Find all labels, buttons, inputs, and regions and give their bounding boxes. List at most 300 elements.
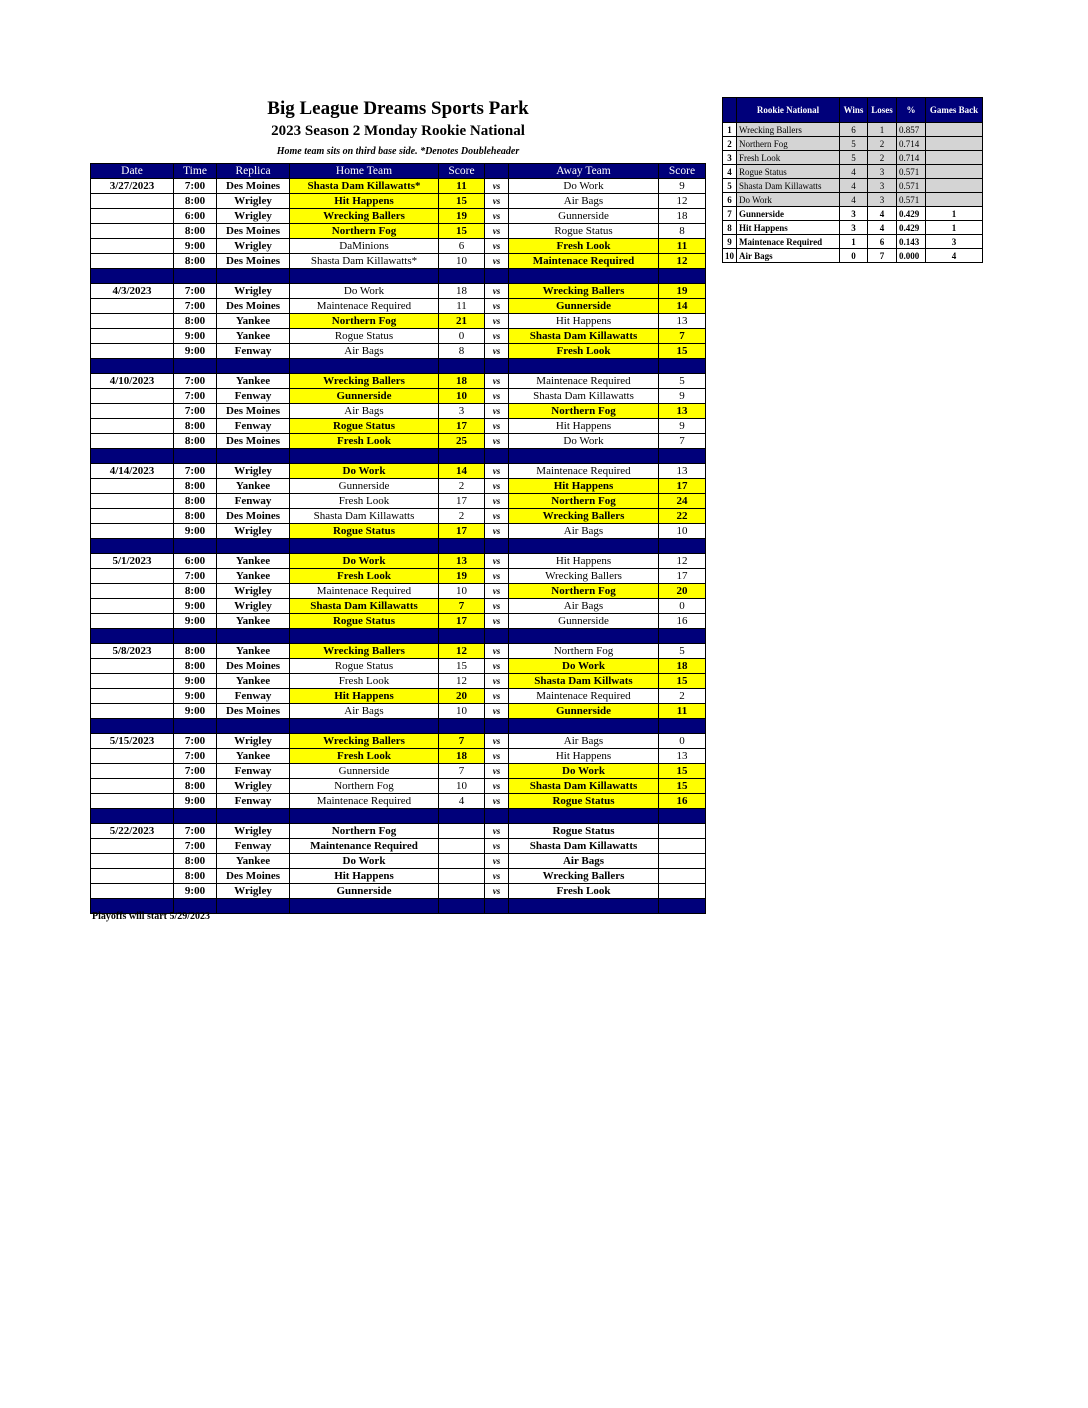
away-team: Maintenace Required [509,464,659,479]
game-replica: Fenway [217,839,290,854]
game-row [91,674,706,689]
game-row [91,659,706,674]
away-team: Hit Happens [509,419,659,434]
game-date [91,194,174,209]
away-score [659,884,706,899]
game-replica: Fenway [217,689,290,704]
game-replica: Fenway [217,344,290,359]
game-row [91,224,706,239]
game-replica: Des Moines [217,254,290,269]
game-replica: Yankee [217,314,290,329]
game-row [91,584,706,599]
vs-label: vs [485,299,509,314]
home-team: Fresh Look [290,674,439,689]
standing-team: Rogue Status [737,165,840,179]
standings-col-rank [723,98,737,123]
standing-games-back: 1 [926,207,983,221]
home-team: Northern Fog [290,224,439,239]
away-team: Rogue Status [509,794,659,809]
home-score: 3 [439,404,485,419]
vs-label: vs [485,569,509,584]
separator-cell [174,629,217,644]
game-row [91,794,706,809]
standings-row [723,137,983,151]
game-row [91,284,706,299]
home-team: Do Work [290,464,439,479]
standing-rank: 6 [723,193,737,207]
vs-label: vs [485,254,509,269]
home-score: 18 [439,374,485,389]
separator-cell [659,449,706,464]
away-team: Shasta Dam Killawatts [509,389,659,404]
game-row [91,464,706,479]
separator-cell [509,809,659,824]
home-score: 0 [439,329,485,344]
vs-label: vs [485,674,509,689]
home-team: Shasta Dam Killawatts [290,599,439,614]
away-score: 9 [659,419,706,434]
home-score [439,884,485,899]
away-score: 16 [659,614,706,629]
separator-cell [91,539,174,554]
game-row [91,494,706,509]
game-replica: Wrigley [217,239,290,254]
away-team: Do Work [509,434,659,449]
away-team: Shasta Dam Killawatts [509,329,659,344]
game-time: 9:00 [174,689,217,704]
separator-cell [509,359,659,374]
standings-row [723,123,983,137]
game-date [91,599,174,614]
game-time: 8:00 [174,659,217,674]
game-time: 8:00 [174,419,217,434]
standing-pct: 0.571 [897,165,926,179]
vs-label: vs [485,329,509,344]
home-score: 18 [439,749,485,764]
vs-label: vs [485,509,509,524]
away-team: Fresh Look [509,344,659,359]
separator-cell [290,449,439,464]
game-replica: Yankee [217,644,290,659]
standing-pct: 0.429 [897,207,926,221]
game-date [91,869,174,884]
game-replica: Yankee [217,554,290,569]
standings-col-loses: Loses [868,98,897,123]
game-row [91,869,706,884]
standings-header-row [723,98,983,123]
home-score: 7 [439,734,485,749]
away-score: 9 [659,389,706,404]
schedule-table [90,163,706,914]
separator-cell [439,899,485,914]
game-date [91,659,174,674]
away-team: Hit Happens [509,479,659,494]
vs-label: vs [485,209,509,224]
home-score: 20 [439,689,485,704]
home-team: Hit Happens [290,689,439,704]
vs-label: vs [485,659,509,674]
game-row [91,389,706,404]
game-date [91,209,174,224]
game-replica: Wrigley [217,464,290,479]
game-date [91,344,174,359]
game-date [91,299,174,314]
away-team: Rogue Status [509,224,659,239]
game-time: 8:00 [174,494,217,509]
separator-cell [290,269,439,284]
home-score: 2 [439,509,485,524]
away-score: 2 [659,689,706,704]
standing-loses: 3 [868,193,897,207]
separator-cell [439,359,485,374]
vs-label: vs [485,884,509,899]
away-score: 13 [659,749,706,764]
separator-cell [439,269,485,284]
game-date [91,614,174,629]
home-team: Rogue Status [290,614,439,629]
away-team: Northern Fog [509,494,659,509]
away-team: Shasta Dam Killawatts [509,779,659,794]
home-score [439,839,485,854]
away-score: 8 [659,224,706,239]
week-separator [91,269,706,284]
separator-cell [174,359,217,374]
away-score: 13 [659,404,706,419]
game-time: 8:00 [174,194,217,209]
home-team: Rogue Status [290,419,439,434]
game-replica: Wrigley [217,584,290,599]
home-score: 12 [439,644,485,659]
game-time: 9:00 [174,614,217,629]
standing-team: Air Bags [737,249,840,263]
game-date [91,884,174,899]
standings-row [723,193,983,207]
away-team: Rogue Status [509,824,659,839]
home-score: 15 [439,194,485,209]
separator-cell [485,449,509,464]
home-team: Maintenace Required [290,584,439,599]
home-score: 17 [439,524,485,539]
home-score: 21 [439,314,485,329]
vs-label: vs [485,464,509,479]
game-time: 9:00 [174,239,217,254]
home-team: Air Bags [290,344,439,359]
standings-row [723,249,983,263]
game-date [91,434,174,449]
away-team: Northern Fog [509,404,659,419]
away-team: Air Bags [509,599,659,614]
away-score: 24 [659,494,706,509]
home-score: 17 [439,419,485,434]
away-score [659,869,706,884]
game-replica: Yankee [217,854,290,869]
away-team: Gunnerside [509,614,659,629]
vs-label: vs [485,374,509,389]
game-time: 9:00 [174,674,217,689]
away-score: 9 [659,179,706,194]
away-team: Hit Happens [509,314,659,329]
game-date [91,749,174,764]
game-time: 9:00 [174,794,217,809]
game-replica: Fenway [217,419,290,434]
away-score: 0 [659,734,706,749]
away-team: Do Work [509,764,659,779]
separator-cell [91,359,174,374]
standing-rank: 7 [723,207,737,221]
standing-wins: 5 [840,137,868,151]
standing-loses: 2 [868,137,897,151]
standing-pct: 0.571 [897,193,926,207]
standings-col-team: Rookie National [737,98,840,123]
week-separator [91,809,706,824]
game-replica: Des Moines [217,659,290,674]
home-team: Air Bags [290,404,439,419]
separator-cell [509,899,659,914]
standing-team: Northern Fog [737,137,840,151]
standings-table [722,97,983,263]
game-date [91,389,174,404]
week-separator [91,449,706,464]
home-team: Gunnerside [290,884,439,899]
home-team: Fresh Look [290,569,439,584]
home-score: 12 [439,674,485,689]
page-subtitle: 2023 Season 2 Monday Rookie National [271,123,525,139]
standing-rank: 2 [723,137,737,151]
separator-cell [509,449,659,464]
game-date [91,479,174,494]
vs-label: vs [485,494,509,509]
separator-cell [217,269,290,284]
standing-rank: 1 [723,123,737,137]
game-time: 7:00 [174,374,217,389]
game-date: 5/15/2023 [91,734,174,749]
separator-cell [659,899,706,914]
separator-cell [485,539,509,554]
home-team: Gunnerside [290,764,439,779]
game-time: 7:00 [174,389,217,404]
home-team: Hit Happens [290,869,439,884]
vs-label: vs [485,599,509,614]
separator-cell [91,449,174,464]
away-team: Air Bags [509,194,659,209]
home-score: 15 [439,659,485,674]
separator-cell [485,899,509,914]
separator-cell [91,809,174,824]
game-time: 8:00 [174,869,217,884]
home-score [439,824,485,839]
standing-games-back [926,137,983,151]
separator-cell [217,719,290,734]
vs-label: vs [485,869,509,884]
game-date [91,524,174,539]
separator-cell [509,629,659,644]
standing-games-back [926,179,983,193]
game-replica: Yankee [217,329,290,344]
away-score: 22 [659,509,706,524]
standing-wins: 4 [840,193,868,207]
away-team: Do Work [509,659,659,674]
standing-loses: 7 [868,249,897,263]
game-date [91,764,174,779]
home-team: Fresh Look [290,749,439,764]
away-score: 7 [659,329,706,344]
home-score: 18 [439,284,485,299]
game-replica: Fenway [217,494,290,509]
away-team: Maintenace Required [509,374,659,389]
game-time: 8:00 [174,314,217,329]
standing-loses: 6 [868,235,897,249]
game-time: 7:00 [174,764,217,779]
separator-cell [509,269,659,284]
standings-col-pct: % [897,98,926,123]
away-score: 11 [659,704,706,719]
separator-cell [509,719,659,734]
game-date: 3/27/2023 [91,179,174,194]
game-row [91,839,706,854]
standing-rank: 3 [723,151,737,165]
game-date [91,419,174,434]
game-time: 9:00 [174,599,217,614]
standing-rank: 8 [723,221,737,235]
game-date [91,224,174,239]
home-team: Shasta Dam Killawatts [290,509,439,524]
standing-games-back: 1 [926,221,983,235]
separator-cell [439,629,485,644]
home-score: 10 [439,254,485,269]
standings-col-games-back: Games Back [926,98,983,123]
standings-row [723,151,983,165]
vs-label: vs [485,749,509,764]
standing-rank: 10 [723,249,737,263]
separator-cell [659,809,706,824]
standing-wins: 1 [840,235,868,249]
vs-label: vs [485,584,509,599]
home-team: Wrecking Ballers [290,374,439,389]
game-row [91,404,706,419]
game-replica: Wrigley [217,599,290,614]
game-time: 8:00 [174,254,217,269]
game-time: 6:00 [174,554,217,569]
standing-pct: 0.571 [897,179,926,193]
away-team: Wrecking Ballers [509,869,659,884]
away-score: 14 [659,299,706,314]
standing-team: Shasta Dam Killawatts [737,179,840,193]
standing-team: Hit Happens [737,221,840,235]
home-team: Wrecking Ballers [290,209,439,224]
home-score: 17 [439,614,485,629]
game-time: 9:00 [174,884,217,899]
standing-loses: 1 [868,123,897,137]
standing-wins: 5 [840,151,868,165]
home-team: Rogue Status [290,659,439,674]
col-home-score: Score [439,164,485,179]
col-home-team: Home Team [290,164,439,179]
separator-cell [485,719,509,734]
away-score: 5 [659,374,706,389]
away-score [659,854,706,869]
standing-loses: 3 [868,179,897,193]
game-time: 7:00 [174,404,217,419]
game-time: 7:00 [174,824,217,839]
week-separator [91,719,706,734]
away-score: 18 [659,659,706,674]
vs-label: vs [485,764,509,779]
game-row [91,434,706,449]
week-separator [91,629,706,644]
away-score: 12 [659,254,706,269]
game-date [91,704,174,719]
game-row [91,689,706,704]
standing-pct: 0.143 [897,235,926,249]
standing-games-back [926,151,983,165]
home-score: 2 [439,479,485,494]
vs-label: vs [485,734,509,749]
vs-label: vs [485,194,509,209]
standing-games-back [926,193,983,207]
game-time: 8:00 [174,779,217,794]
game-row [91,644,706,659]
vs-label: vs [485,389,509,404]
home-team: Gunnerside [290,389,439,404]
game-replica: Des Moines [217,434,290,449]
vs-label: vs [485,434,509,449]
game-replica: Wrigley [217,779,290,794]
away-team: Gunnerside [509,704,659,719]
separator-cell [290,359,439,374]
home-score: 14 [439,464,485,479]
standing-wins: 4 [840,179,868,193]
home-score: 10 [439,584,485,599]
game-replica: Wrigley [217,194,290,209]
home-team: Maintenance Required [290,839,439,854]
home-score [439,869,485,884]
standing-pct: 0.000 [897,249,926,263]
standings-row [723,165,983,179]
home-team: Wrecking Ballers [290,644,439,659]
game-replica: Wrigley [217,209,290,224]
standing-wins: 3 [840,221,868,235]
standings-col-wins: Wins [840,98,868,123]
game-row [91,374,706,389]
away-team: Wrecking Ballers [509,509,659,524]
game-replica: Yankee [217,374,290,389]
home-team: DaMinions [290,239,439,254]
game-row [91,314,706,329]
vs-label: vs [485,344,509,359]
game-row [91,569,706,584]
game-date: 5/22/2023 [91,824,174,839]
game-time: 8:00 [174,584,217,599]
separator-cell [439,809,485,824]
game-row [91,824,706,839]
home-score: 13 [439,554,485,569]
separator-cell [659,539,706,554]
game-time: 7:00 [174,179,217,194]
home-score: 10 [439,389,485,404]
standings-row [723,221,983,235]
home-team: Northern Fog [290,314,439,329]
away-team: Air Bags [509,854,659,869]
game-replica: Yankee [217,614,290,629]
separator-cell [174,449,217,464]
game-replica: Wrigley [217,824,290,839]
separator-cell [217,359,290,374]
vs-label: vs [485,824,509,839]
game-date: 5/8/2023 [91,644,174,659]
away-team: Hit Happens [509,554,659,569]
separator-cell [217,449,290,464]
game-row [91,179,706,194]
